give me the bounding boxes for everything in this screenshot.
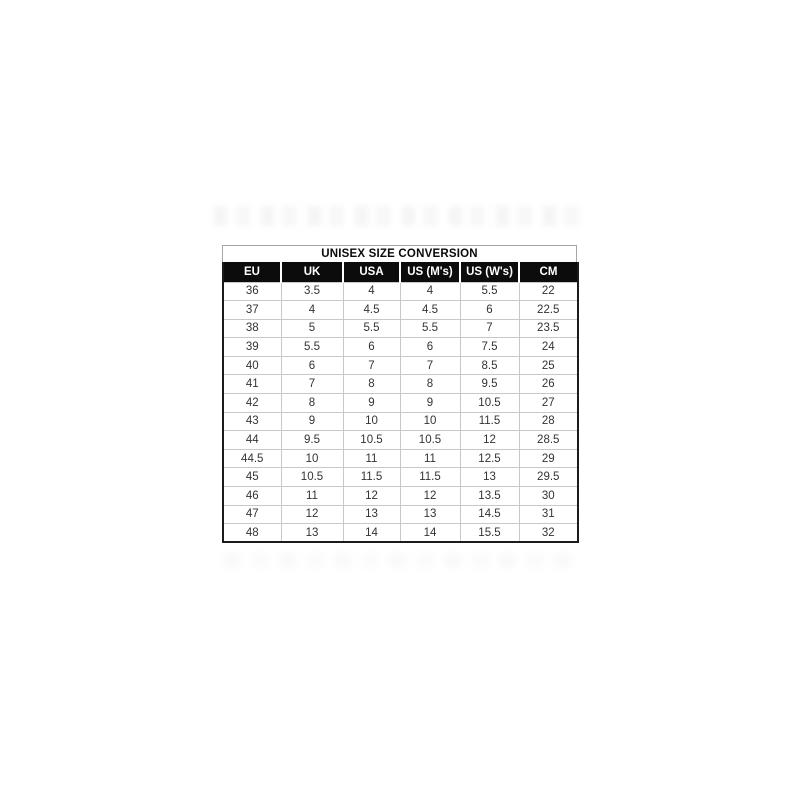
table-cell: 31 <box>519 505 578 524</box>
table-cell: 25 <box>519 356 578 375</box>
table-cell: 7 <box>400 356 460 375</box>
column-header: CM <box>519 262 578 282</box>
table-cell: 7 <box>460 319 519 338</box>
faded-watermark-top <box>214 206 584 226</box>
table-cell: 23.5 <box>519 319 578 338</box>
table-cell: 11 <box>281 487 343 506</box>
table-cell: 8.5 <box>460 356 519 375</box>
table-row <box>223 468 578 487</box>
table-cell: 5.5 <box>343 319 400 338</box>
table-cell: 3.5 <box>281 282 343 301</box>
column-header: US (W's) <box>460 262 519 282</box>
table-cell: 12.5 <box>460 449 519 468</box>
header-row <box>223 262 578 282</box>
size-conversion-chart <box>222 245 577 543</box>
table-cell: 9 <box>281 412 343 431</box>
size-table <box>222 262 579 543</box>
table-row <box>223 319 578 338</box>
table-row <box>223 338 578 357</box>
table-cell: 36 <box>223 282 281 301</box>
table-cell: 6 <box>400 338 460 357</box>
table-row <box>223 356 578 375</box>
table-cell: 14 <box>400 524 460 543</box>
column-header: US (M's) <box>400 262 460 282</box>
table-cell: 10 <box>400 412 460 431</box>
table-cell: 42 <box>223 394 281 413</box>
table-cell: 8 <box>343 375 400 394</box>
table-header <box>223 262 578 282</box>
table-cell: 7 <box>343 356 400 375</box>
table-cell: 43 <box>223 412 281 431</box>
table-cell: 12 <box>460 431 519 450</box>
table-cell: 10.5 <box>460 394 519 413</box>
table-cell: 5.5 <box>460 282 519 301</box>
table-cell: 28 <box>519 412 578 431</box>
table-cell: 8 <box>400 375 460 394</box>
table-cell: 13 <box>400 505 460 524</box>
table-body <box>223 282 578 542</box>
table-cell: 46 <box>223 487 281 506</box>
table-cell: 9 <box>343 394 400 413</box>
table-cell: 14.5 <box>460 505 519 524</box>
table-cell: 10.5 <box>343 431 400 450</box>
table-row <box>223 394 578 413</box>
table-cell: 11 <box>400 449 460 468</box>
table-cell: 41 <box>223 375 281 394</box>
table-cell: 5.5 <box>281 338 343 357</box>
table-row <box>223 524 578 543</box>
table-row <box>223 505 578 524</box>
table-cell: 4.5 <box>343 301 400 320</box>
table-cell: 6 <box>343 338 400 357</box>
table-cell: 10 <box>343 412 400 431</box>
table-cell: 47 <box>223 505 281 524</box>
table-row <box>223 375 578 394</box>
table-cell: 11.5 <box>343 468 400 487</box>
table-cell: 13 <box>343 505 400 524</box>
table-cell: 9.5 <box>281 431 343 450</box>
table-cell: 29 <box>519 449 578 468</box>
table-row <box>223 449 578 468</box>
table-cell: 8 <box>281 394 343 413</box>
table-row <box>223 431 578 450</box>
table-cell: 37 <box>223 301 281 320</box>
table-cell: 24 <box>519 338 578 357</box>
table-cell: 12 <box>343 487 400 506</box>
table-cell: 26 <box>519 375 578 394</box>
table-cell: 45 <box>223 468 281 487</box>
table-cell: 7.5 <box>460 338 519 357</box>
table-cell: 13.5 <box>460 487 519 506</box>
column-header: EU <box>223 262 281 282</box>
faded-watermark-bottom <box>224 553 576 568</box>
table-cell: 44.5 <box>223 449 281 468</box>
table-cell: 11.5 <box>400 468 460 487</box>
table-row <box>223 282 578 301</box>
table-cell: 5 <box>281 319 343 338</box>
table-cell: 11 <box>343 449 400 468</box>
table-cell: 32 <box>519 524 578 543</box>
table-cell: 11.5 <box>460 412 519 431</box>
table-cell: 22 <box>519 282 578 301</box>
table-cell: 9 <box>400 394 460 413</box>
table-cell: 5.5 <box>400 319 460 338</box>
table-cell: 48 <box>223 524 281 543</box>
table-cell: 40 <box>223 356 281 375</box>
table-cell: 6 <box>281 356 343 375</box>
column-header: UK <box>281 262 343 282</box>
table-cell: 6 <box>460 301 519 320</box>
table-row <box>223 301 578 320</box>
table-cell: 4 <box>400 282 460 301</box>
table-cell: 22.5 <box>519 301 578 320</box>
table-cell: 7 <box>281 375 343 394</box>
table-cell: 44 <box>223 431 281 450</box>
table-row <box>223 487 578 506</box>
table-cell: 12 <box>400 487 460 506</box>
table-cell: 30 <box>519 487 578 506</box>
table-cell: 13 <box>460 468 519 487</box>
table-cell: 15.5 <box>460 524 519 543</box>
table-cell: 27 <box>519 394 578 413</box>
table-cell: 4 <box>343 282 400 301</box>
table-cell: 10.5 <box>281 468 343 487</box>
column-header: USA <box>343 262 400 282</box>
table-cell: 10 <box>281 449 343 468</box>
table-cell: 13 <box>281 524 343 543</box>
table-cell: 28.5 <box>519 431 578 450</box>
table-cell: 10.5 <box>400 431 460 450</box>
table-cell: 12 <box>281 505 343 524</box>
table-cell: 9.5 <box>460 375 519 394</box>
chart-title: UNISEX SIZE CONVERSION <box>222 245 577 262</box>
table-cell: 4 <box>281 301 343 320</box>
table-cell: 4.5 <box>400 301 460 320</box>
table-row <box>223 412 578 431</box>
table-cell: 38 <box>223 319 281 338</box>
table-cell: 39 <box>223 338 281 357</box>
table-cell: 14 <box>343 524 400 543</box>
table-cell: 29.5 <box>519 468 578 487</box>
